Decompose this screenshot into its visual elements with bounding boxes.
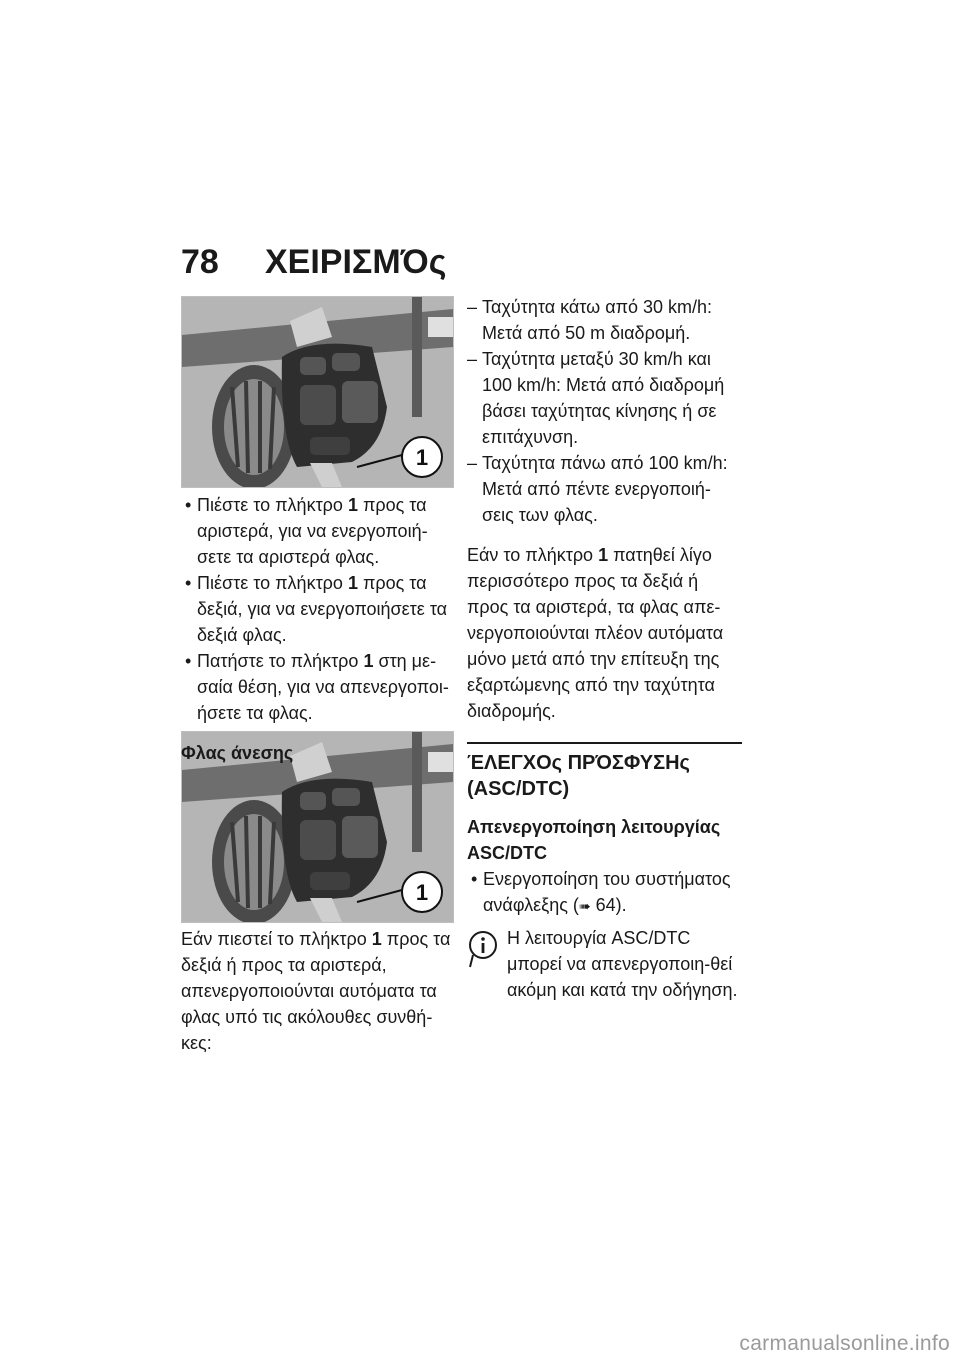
bullet-list: [181, 492, 459, 726]
text: 64).: [590, 895, 627, 915]
comfort-heading: Φλας άνεσης: [181, 743, 294, 763]
watermark: carmanualsonline.info: [739, 1332, 950, 1355]
key-ref: 1: [347, 573, 358, 593]
text: Πιέστε το πλήκτρο: [197, 495, 348, 515]
note-text: Η λειτουργία ASC/DTC μπορεί να απενεργοποιη-θεί ακόμη και κατά την οδήγηση.: [507, 928, 738, 1000]
key-ref: 1: [363, 651, 374, 671]
deactivate-heading: Απενεργοποίηση λειτουργίας ASC/DTC: [467, 817, 721, 863]
key-ref: 1: [347, 495, 358, 515]
list-item: – Ταχύτητα κάτω από 30 km/h: Μετά από 50 m διαδρομή.: [467, 294, 742, 346]
comfort-paragraph: [181, 926, 459, 1056]
speed-conditions: [467, 294, 742, 528]
callout-label: 1: [415, 445, 429, 470]
text: προς τα αριστερά, για να ενεργοποιή-σετε τα αριστερά φλας.: [197, 495, 428, 567]
turn-signal-instructions: [181, 492, 459, 766]
handlebar-switch-illustration: [182, 297, 453, 487]
handlebar-switch-figure-1: [181, 296, 454, 488]
list-item: – Ταχύτητα μεταξύ 30 km/h και 100 km/h: Μετά από διαδρομή βάσει ταχύτητας κίνησης ή σε επιτάχυνση.: [467, 346, 742, 450]
text: προς τα δεξιά ή προς τα αριστερά, απενεργοποιούνται αυτόματα τα φλας υπό τις ακόλουθες συνθή-κες:: [181, 929, 451, 1053]
text: Εάν το πλήκτρο: [467, 545, 599, 565]
key-ref: 1: [371, 929, 382, 949]
callout-label: 1: [415, 880, 429, 905]
text: Πατήστε το πλήκτρο: [197, 651, 364, 671]
text: πατηθεί λίγο περισσότερο προς τα δεξιά ή προς τα αριστερά, τα φλας απε-νεργοποιούνται πλέον αυτόματα μόνο μετά από την επίτευξη της εξαρτώμενης από την ταχύτητα διαδρομής.: [467, 545, 724, 721]
info-note: [467, 925, 742, 1003]
page-header: [181, 243, 446, 282]
page-title: ΧΕΙΡΙΣΜΌς: [265, 243, 447, 281]
page-number: 78: [181, 243, 219, 281]
list-item: [181, 648, 459, 726]
list-item: – Ταχύτητα πάνω από 100 km/h: Μετά από πέντε ενεργοποιή-σεις των φλας.: [467, 450, 742, 528]
list-item: [467, 866, 742, 919]
bullet-list: [467, 866, 742, 919]
info-icon: [467, 929, 499, 969]
page-ref-arrow-icon: ➠: [578, 898, 591, 914]
right-column: [467, 294, 742, 1003]
text: Πιέστε το πλήκτρο: [197, 573, 348, 593]
list-item: [181, 570, 459, 648]
text: στη με-σαία θέση, για να απενεργοποι-ήσετε τα φλας.: [197, 651, 449, 723]
key-ref: 1: [598, 545, 609, 565]
text: Ενεργοποίηση του συστήματος ανάφλεξης (: [483, 869, 731, 915]
list-item: [181, 492, 459, 570]
paragraph: [467, 542, 742, 724]
text: προς τα δεξιά, για να ενεργοποιήσετε τα δεξιά φλας.: [197, 573, 448, 645]
paragraph: [181, 926, 459, 1056]
text: Εάν πιεστεί το πλήκτρο: [181, 929, 372, 949]
section-title: ΈΛΕΓΧΟς ΠΡΌΣΦΥΣΗς (ASC/DTC): [467, 742, 742, 802]
